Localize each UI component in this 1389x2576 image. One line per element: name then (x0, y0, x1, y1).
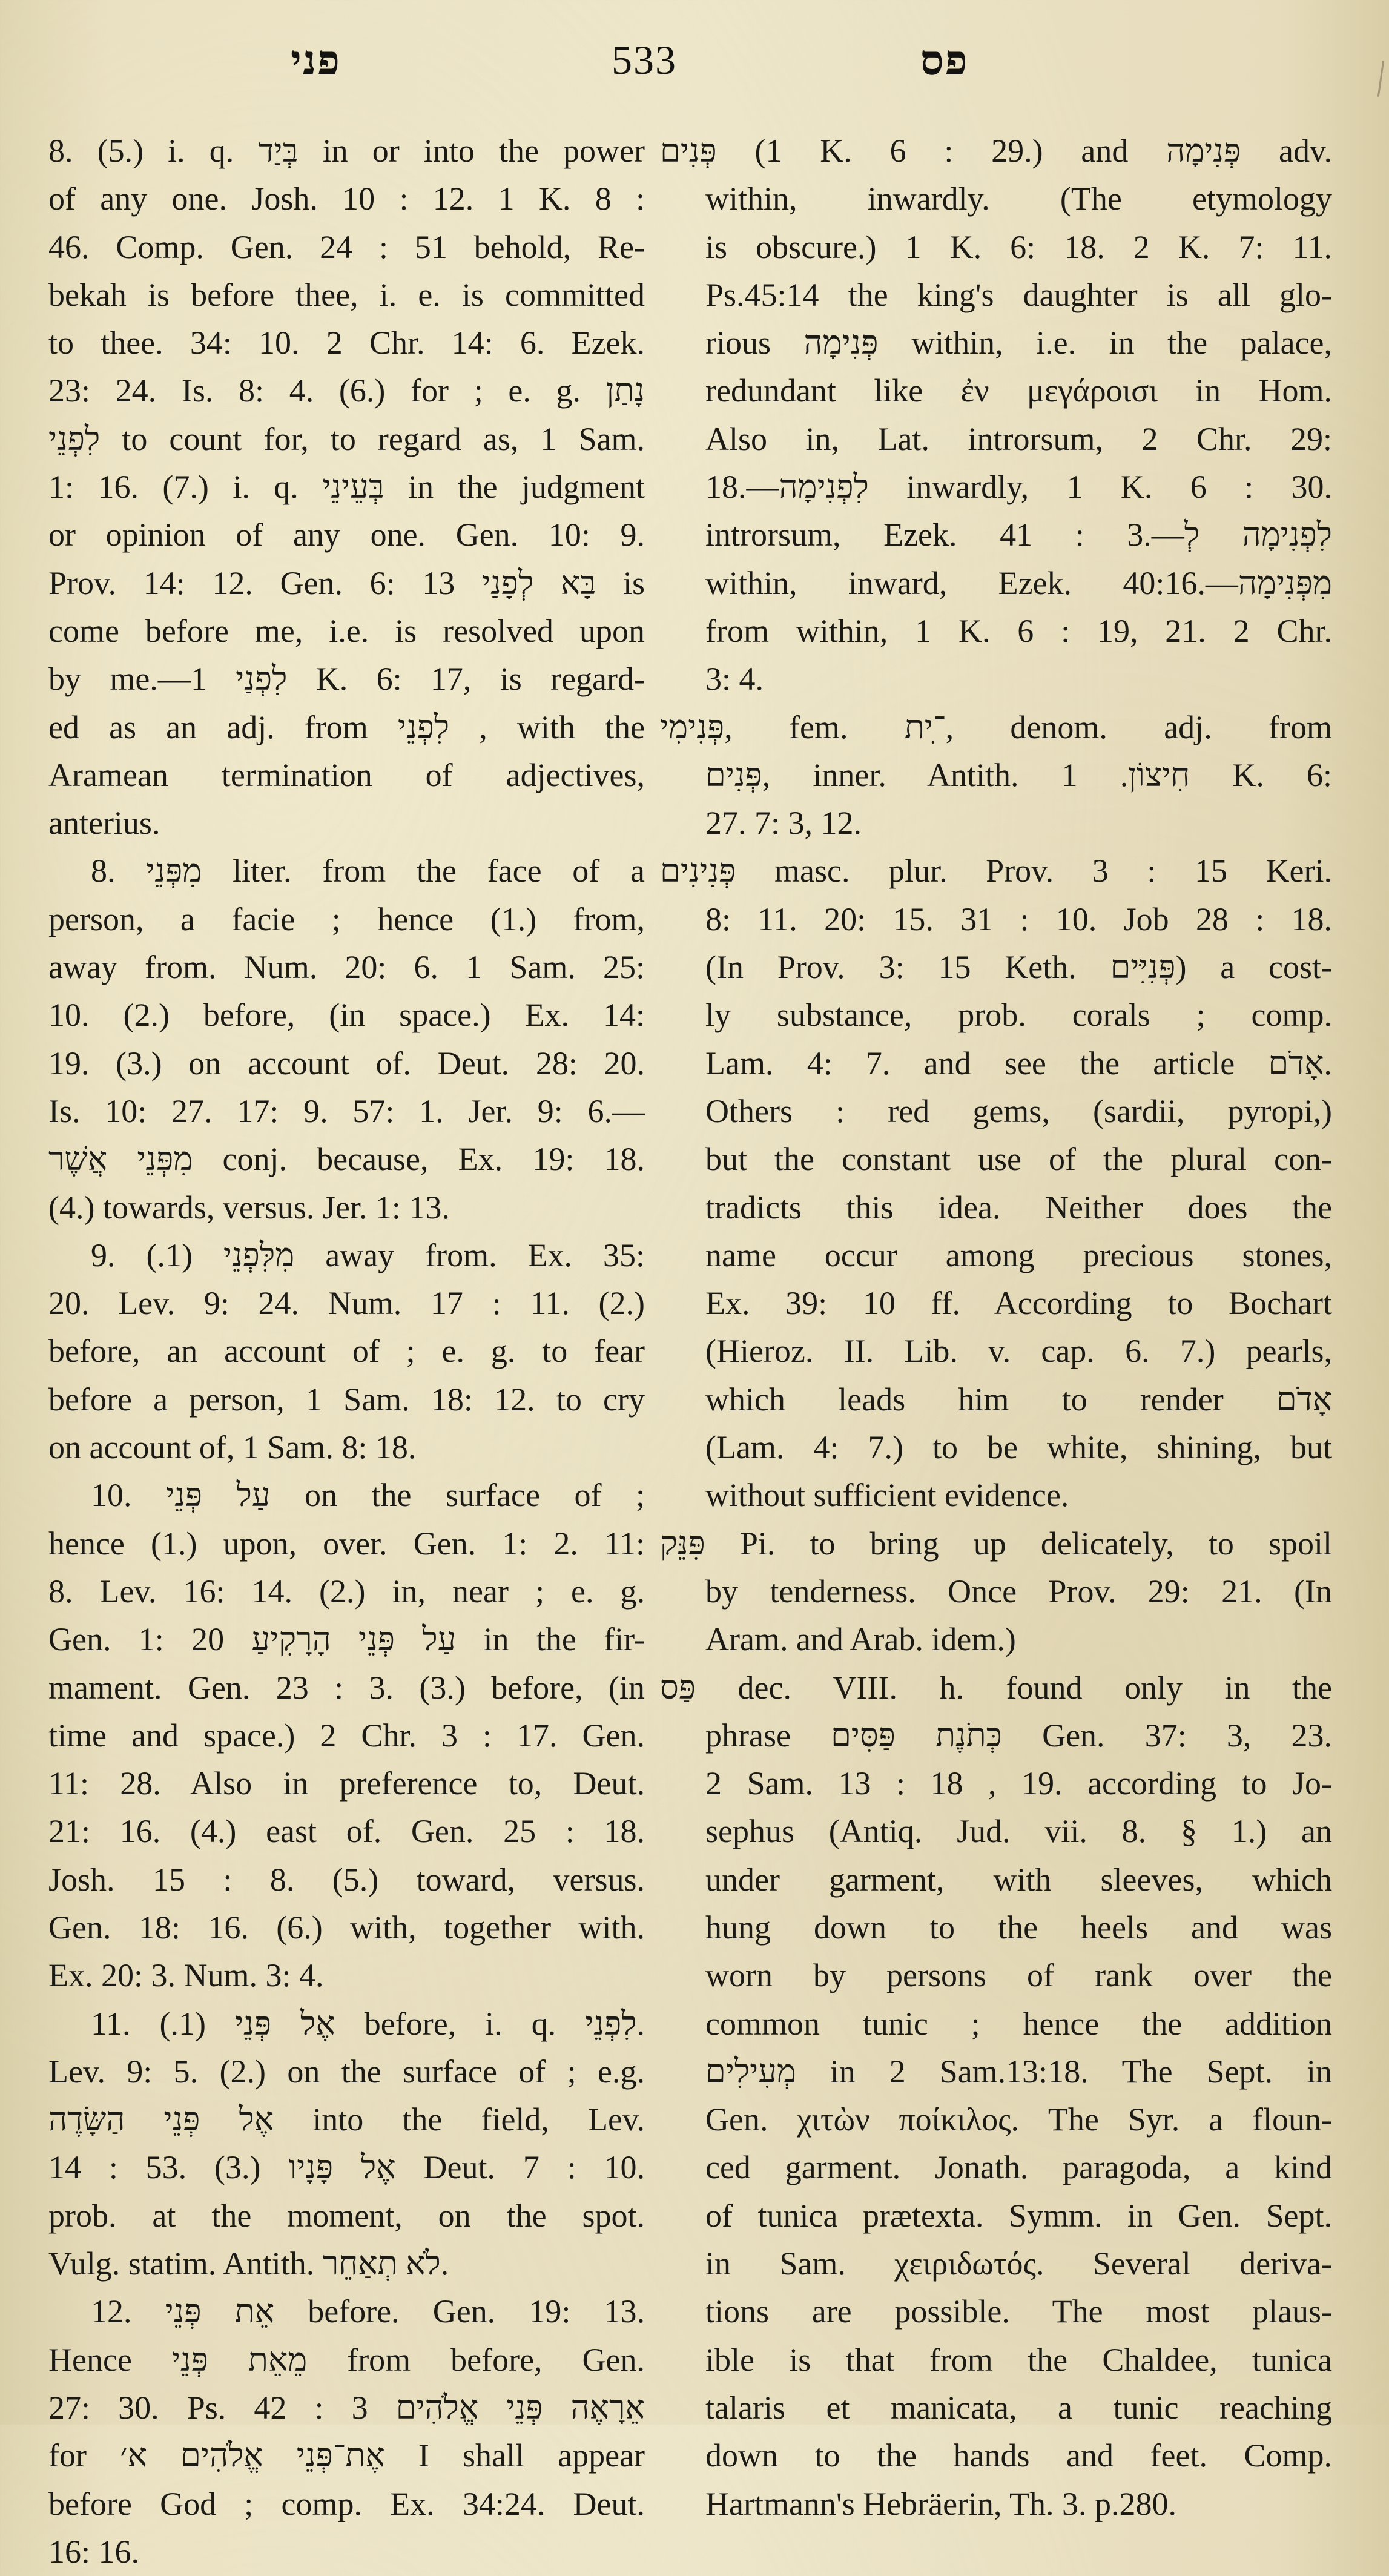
text-line: 2 Sam. 13 : 18 , 19. according to Jo- (705, 1765, 1332, 1802)
text-line: מִפְּנֵי אֲשֶׁר conj. because, Ex. 19: 18. (48, 1141, 645, 1178)
text-line: by tenderness. Once Prov. 29: 21. (In (705, 1573, 1332, 1610)
text-line: 8. (5.) i. q. בְּיַד in or into the power (48, 133, 645, 169)
text-line: (Lam. 4: 7.) to be white, shining, but (705, 1429, 1332, 1466)
text-line: within, inwardly. (The etymology (705, 180, 1332, 217)
text-line: bekah is before thee, i. e. is committed (48, 276, 645, 313)
text-line: for אֶת־פְּנֵי אֱלֹהִים א׳ I shall appear (48, 2437, 645, 2474)
text-line: 27. 7: 3, 12. (705, 805, 862, 842)
text-line: 46. Comp. Gen. 24 : 51 behold, Re- (48, 228, 645, 265)
text-line: Ex. 20: 3. Num. 3: 4. (48, 1957, 324, 1994)
text-line: before God ; comp. Ex. 34:24. Deut. (48, 2485, 645, 2522)
text-line: rious פְּנִימָה within, i.e. in the palace, (705, 325, 1332, 362)
running-head (0, 36, 1389, 103)
entry-headword-line: פִּנֵּק Pi. to bring up delicately, to spoil (660, 1525, 1332, 1562)
text-line: Vulg. statim. Antith. לֹא תְאַחֵר. (48, 2245, 449, 2282)
text-line: Gen. 1: 20 עַל פְּנֵי הָרָקִיעַ in the fir- (48, 1621, 645, 1658)
text-line: before, an account of ; e. g. to fear (48, 1333, 645, 1370)
entry-headword-line: פְּנִים (1 K. 6 : 29.) and פְּנִימָה adv. (660, 133, 1333, 169)
text-line: phrase כְּתֹנֶת פַּסִּים Gen. 37: 3, 23. (705, 1717, 1333, 1754)
entry-headword-line: פְּנִינִים masc. plur. Prov. 3 : 15 Keri. (660, 853, 1332, 890)
text-line: 14 : 53. (3.) אֶל פָּנָיו Deut. 7 : 10. (48, 2149, 645, 2186)
text-line: 10. (2.) before, (in space.) Ex. 14: (48, 997, 645, 1034)
text-line: Gen. 18: 16. (6.) with, together with. (48, 1909, 645, 1946)
text-line: hence (1.) upon, over. Gen. 1: 2. 11: (48, 1525, 645, 1562)
text-line: 20. Lev. 9: 24. Num. 17 : 11. (2.) (48, 1285, 645, 1322)
entry-headword-line: פְּנִימִי, fem. ־ִית, denom. adj. from (660, 708, 1332, 745)
text-line: 8: 11. 20: 15. 31 : 10. Job 28 : 18. (705, 900, 1332, 937)
text-line: name occur among precious stones, (705, 1237, 1332, 1273)
text-line: 10. עַל פְּנֵי on the surface of ; (91, 1477, 645, 1514)
text-line: Is. 10: 27. 17: 9. 57: 1. Jer. 9: 6.— (48, 1092, 645, 1129)
text-line: (In Prov. 3: 15 Keth. פְּנִיִּים) a cost- (705, 949, 1332, 986)
running-head-left-word: פני (291, 36, 341, 85)
text-line: redundant like ἐν μεγάροισι in Hom. (705, 372, 1332, 409)
text-line: Aram. and Arab. idem.) (705, 1621, 1016, 1658)
text-line: Others : red gems, (sardii, pyropi,) (705, 1092, 1332, 1129)
text-line: before a person, 1 Sam. 18: 12. to cry (48, 1381, 645, 1418)
text-line: 11: 28. Also in preference to, Deut. (48, 1765, 645, 1802)
text-line: 8. Lev. 16: 14. (2.) in, near ; e. g. (48, 1573, 645, 1610)
text-line: 9. מִלִּפְנֵי (1.) away from. Ex. 35: (91, 1237, 645, 1273)
text-line: in Sam. χειριδωτός. Several deriva- (705, 2245, 1332, 2282)
text-line: ced garment. Jonath. paragoda, a kind (705, 2149, 1332, 2186)
text-line: Also in, Lat. introrsum, 2 Chr. 29: (705, 420, 1332, 457)
text-line: 1: 16. (7.) i. q. בְּעֵינֵי in the judgment (48, 469, 645, 506)
text-line: (4.) towards, versus. Jer. 1: 13. (48, 1189, 450, 1226)
text-line: 21: 16. (4.) east of. Gen. 25 : 18. (48, 1813, 645, 1850)
text-line: ed as an adj. from לִפְנֵי , with the (48, 708, 645, 745)
text-line: anterius. (48, 805, 160, 842)
text-line: 18.—לִפְנִימָה inwardly, 1 K. 6 : 30. (705, 469, 1332, 506)
right-column (660, 127, 1332, 2528)
text-line: is obscure.) 1 K. 6: 18. 2 K. 7: 11. (705, 228, 1332, 265)
text-line: prob. at the moment, on the spot. (48, 2197, 645, 2234)
text-line: 16: 16. (48, 2533, 140, 2570)
text-line: 8. מִפְּנֵי liter. from the face of a (91, 853, 645, 890)
running-head-right-word: פס (920, 36, 969, 85)
text-line: without sufficient evidence. (705, 1477, 1069, 1514)
text-line: worn by persons of rank over the (705, 1957, 1332, 1994)
text-line: to thee. 34: 10. 2 Chr. 14: 6. Ezek. (48, 325, 645, 362)
text-line: ible is that from the Chaldee, tunica (705, 2341, 1332, 2378)
text-line: 19. (3.) on account of. Deut. 28: 20. (48, 1045, 645, 1082)
text-line: Lev. 9: 5. (2.) on the surface of ; e.g. (48, 2053, 645, 2090)
text-line: down to the hands and feet. Comp. (705, 2437, 1332, 2474)
text-line: Gen. χιτὼν ποίκιλος. The Syr. a floun- (705, 2101, 1332, 2138)
text-line: introrsum, Ezek. 41 : 3.—לִפְנִימָה לְ (705, 517, 1332, 553)
text-line: Prov. 14: 12. Gen. 6: 13 בָּא לְפָנַי is (48, 564, 645, 601)
left-column (48, 127, 645, 2576)
text-line: from within, 1 K. 6 : 19, 21. 2 Chr. (705, 612, 1332, 649)
text-line: 23: 24. Is. 8: 4. (6.) for ; e. g. נָתַן (48, 372, 645, 409)
text-line: on account of, 1 Sam. 8: 18. (48, 1429, 417, 1466)
text-line: 3: 4. (705, 661, 764, 698)
text-line: of tunica prætexta. Symm. in Gen. Sept. (705, 2197, 1332, 2234)
text-line: Aramean termination of adjectives, (48, 756, 645, 793)
page-number: 533 (612, 37, 677, 83)
text-line: לִפְנֵי to count for, to regard as, 1 Sam. (48, 420, 645, 457)
text-line: tions are possible. The most plaus- (705, 2293, 1332, 2330)
text-line: or opinion of any one. Gen. 10: 9. (48, 517, 645, 553)
text-line: mament. Gen. 23 : 3. (3.) before, (in (48, 1669, 645, 1706)
text-line: 12. אֵת פְּנֵי before. Gen. 19: 13. (91, 2293, 645, 2330)
text-line: Ex. 39: 10 ff. According to Bochart (705, 1285, 1332, 1322)
text-line: Lam. 4: 7. and see the article אָדֹם. (705, 1045, 1332, 1082)
text-line: person, a facie ; hence (1.) from, (48, 900, 645, 937)
text-line: מְעִילִים in 2 Sam.13:18. The Sept. in (705, 2053, 1332, 2090)
text-line: away from. Num. 20: 6. 1 Sam. 25: (48, 949, 645, 986)
text-line: Hence מֵאֵת פְּנֵי from before, Gen. (48, 2341, 645, 2378)
text-line: tradicts this idea. Neither does the (705, 1189, 1332, 1226)
text-line: 27: 30. Ps. 42 : 3 אֵרָאֶה פְּנֵי אֱלֹהִים (48, 2389, 645, 2426)
text-line: but the constant use of the plural con- (705, 1141, 1332, 1178)
text-line: Ps.45:14 the king's daughter is all glo- (705, 276, 1332, 313)
text-line: ly substance, prob. corals ; comp. (705, 997, 1332, 1034)
text-line: talaris et manicata, a tunic reaching (705, 2389, 1332, 2426)
text-line: 11. אֶל פְּנֵי (1.) before, i. q. לִפְנֵי. (91, 2005, 645, 2042)
text-line: under garment, with sleeves, which (705, 1861, 1332, 1898)
text-line: come before me, i.e. is resolved upon (48, 612, 645, 649)
text-line: of any one. Josh. 10 : 12. 1 K. 8 : (48, 180, 645, 217)
text-line: אֶל פְּנֵי הַשָּׂדֶה into the field, Lev. (48, 2101, 645, 2138)
text-line: common tunic ; hence the addition (705, 2005, 1332, 2042)
text-line: time and space.) 2 Chr. 3 : 17. Gen. (48, 1717, 645, 1754)
text-line: Josh. 15 : 8. (5.) toward, versus. (48, 1861, 645, 1898)
text-line: by me.—לִפְנַי 1 K. 6: 17, is regard- (48, 661, 645, 698)
text-line: Hartmann's Hebräerin, Th. 3. p.280. (705, 2485, 1177, 2522)
entry-headword-line: פַּס dec. VIII. h. found only in the (660, 1669, 1332, 1706)
text-line: sephus (Antiq. Jud. vii. 8. § 1.) an (705, 1813, 1332, 1850)
text-line: (Hieroz. II. Lib. v. cap. 6. 7.) pearls, (705, 1333, 1332, 1370)
text-line: פְּנִים, inner. Antith. חִיצוֹן. 1 K. 6: (705, 756, 1332, 793)
text-line: which leads him to render אָדֹם (705, 1381, 1332, 1418)
text-line: hung down to the heels and was (705, 1909, 1332, 1946)
text-line: within, inward, Ezek. 40:16.—מִפְּנִימָה (705, 564, 1332, 601)
